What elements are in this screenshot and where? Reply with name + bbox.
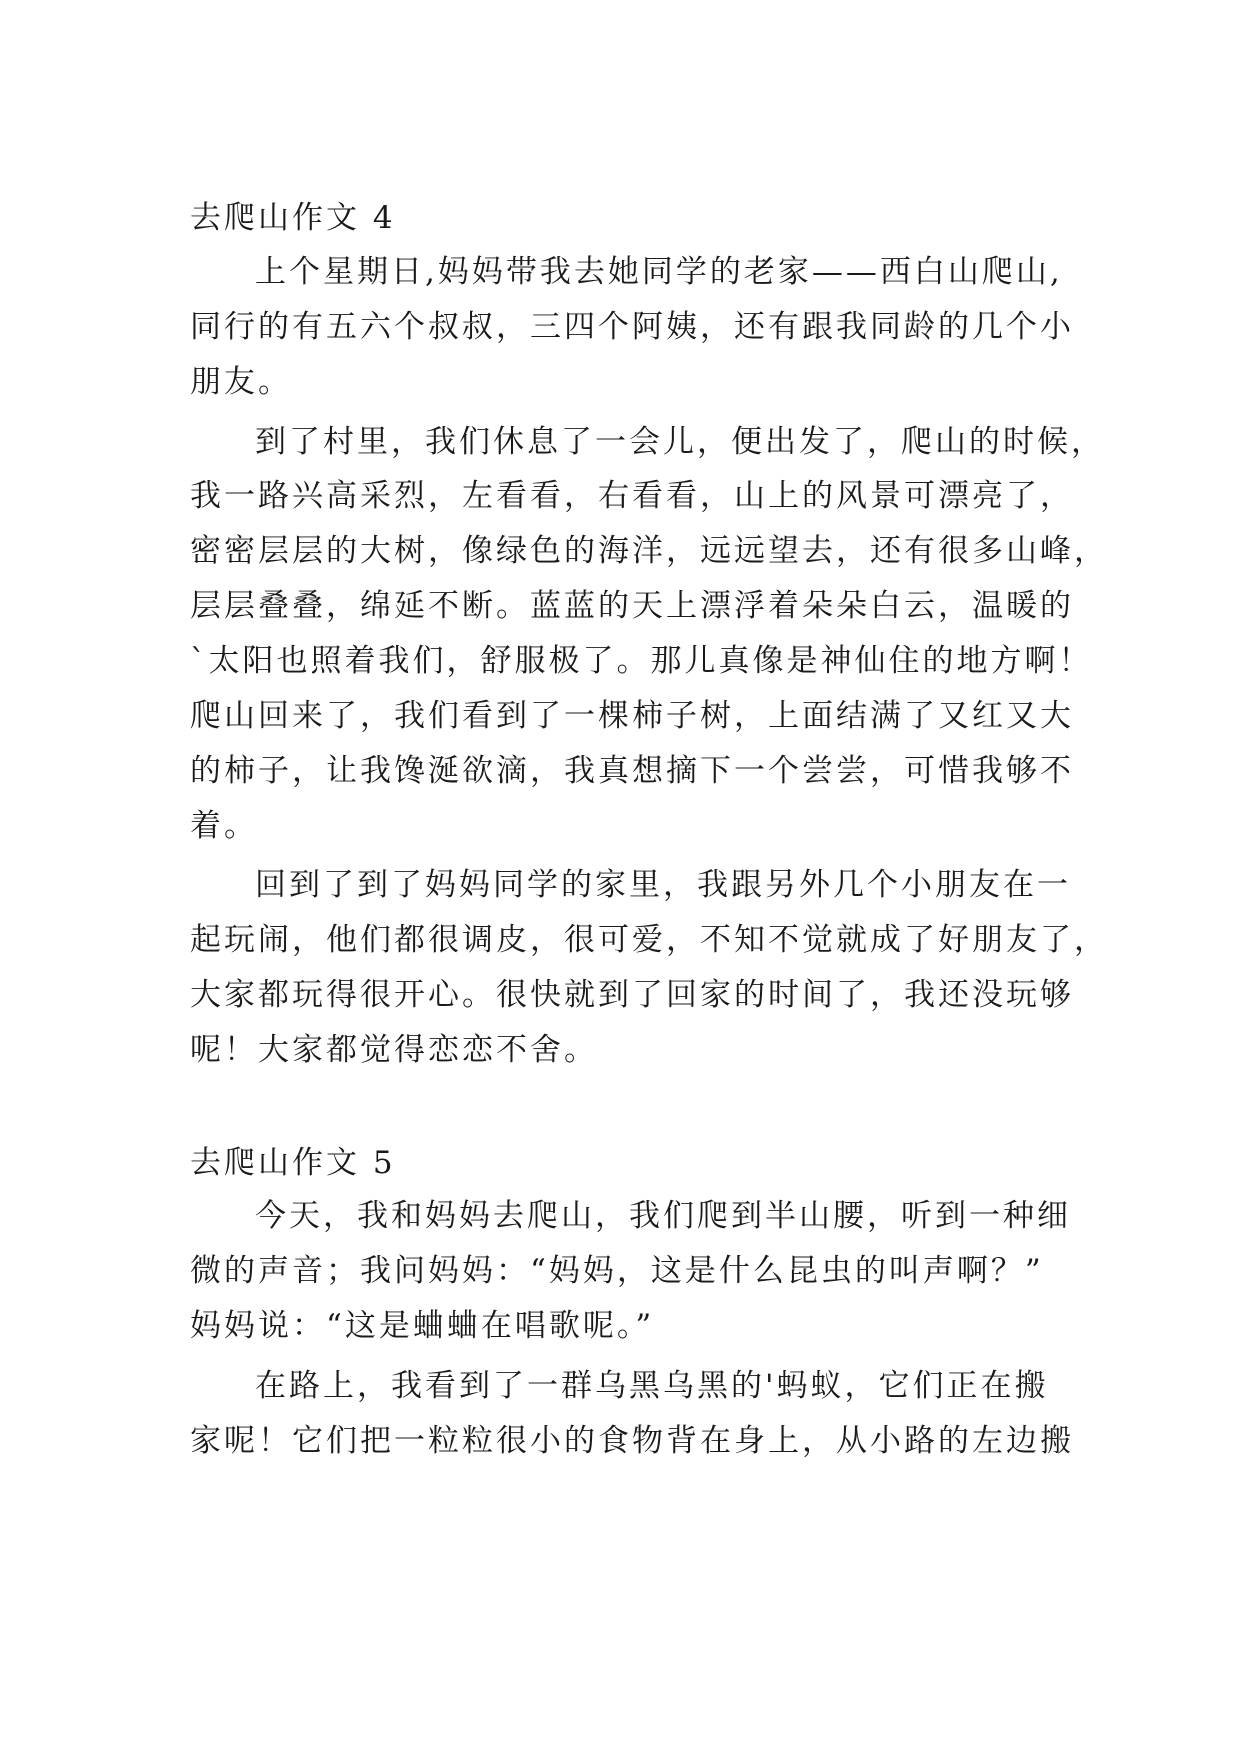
essay-4-p2-line6: 爬山回来了，我们看到了一棵柿子树，上面结满了又红又大 xyxy=(190,698,1074,734)
essay-4-p2-line2: 我一路兴高采烈，左看看，右看看，山上的风景可漂亮了， xyxy=(190,478,1074,514)
essay-4-p1-line2: 同行的有五六个叔叔，三四个阿姨，还有跟我同龄的几个小 xyxy=(190,309,1074,345)
essay-4-p3-line4: 呢！大家都觉得恋恋不舍。 xyxy=(190,1032,598,1068)
essay-4-p2-line1: 到了村里，我们休息了一会儿，便出发了，爬山的时候， xyxy=(255,424,1105,460)
essay-5-p1-line3: 妈妈说：“这是蛐蛐在唱歌呢。” xyxy=(190,1308,655,1344)
essay-5-p2-line1: 在路上，我看到了一群乌黑乌黑的'蚂蚁，它们正在搬 xyxy=(255,1368,1049,1404)
essay-4-p1-line1: 上个星期日,妈妈带我去她同学的老家——西白山爬山, xyxy=(255,254,1063,290)
essay-5-p2-line2: 家呢！它们把一粒粒很小的食物背在身上，从小路的左边搬 xyxy=(190,1423,1074,1459)
essay-4-p2-line8: 着。 xyxy=(190,808,258,844)
essay-5-p1-line1: 今天，我和妈妈去爬山，我们爬到半山腰，听到一种细 xyxy=(255,1198,1071,1234)
essay-4-p3-line1: 回到了到了妈妈同学的家里，我跟另外几个小朋友在一 xyxy=(255,867,1071,903)
essay-4-p2-line4: 层层叠叠，绵延不断。蓝蓝的天上漂浮着朵朵白云，温暖的 xyxy=(190,588,1074,624)
essay-4-title: 去爬山作文 4 xyxy=(190,200,396,236)
essay-4-p3-line3: 大家都玩得很开心。很快就到了回家的时间了，我还没玩够 xyxy=(190,977,1074,1013)
essay-4-p2-line5: `太阳也照着我们，舒服极了。那儿真像是神仙住的地方啊！ xyxy=(190,643,1093,679)
essay-4-p2-line7: 的柿子，让我馋涎欲滴，我真想摘下一个尝尝，可惜我够不 xyxy=(190,753,1074,789)
essay-5-title: 去爬山作文 5 xyxy=(190,1145,396,1181)
essay-4-p2-line3: 密密层层的大树，像绿色的海洋，远远望去，还有很多山峰， xyxy=(190,533,1108,569)
essay-4-p3-line2: 起玩闹，他们都很调皮，很可爱，不知不觉就成了好朋友了， xyxy=(190,922,1108,958)
essay-4-p1-line3: 朋友。 xyxy=(190,364,292,400)
essay-5-p1-line2: 微的声音；我问妈妈：“妈妈，这是什么昆虫的叫声啊？” xyxy=(190,1253,1044,1289)
